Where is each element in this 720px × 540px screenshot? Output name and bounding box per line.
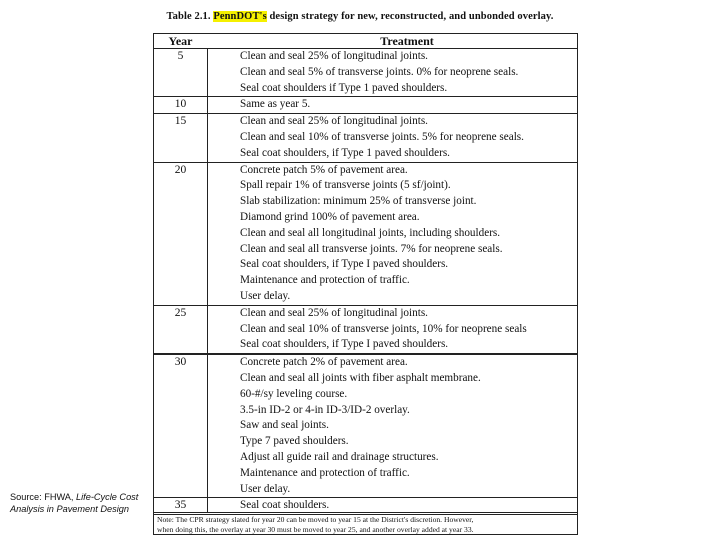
table-row-group [154, 114, 577, 162]
year-cell: 20 [174, 163, 187, 176]
note-line: Note: The CPR strategy slated for year 20 can be moved to year 15 at the District's discretion. However, [157, 515, 474, 524]
treatment-item: Clean and seal all transverse joints. 7% for neoprene seals. [240, 242, 503, 255]
treatment-cell [240, 49, 577, 96]
source-prefix: Source: FHWA, [10, 492, 77, 502]
table-row-group [154, 163, 577, 306]
treatment-item: Same as year 5. [240, 98, 311, 111]
table-row-group [154, 49, 577, 97]
treatment-item: Saw and seal joints. [240, 419, 329, 432]
treatment-item: Concrete patch 2% of pavement area. [240, 356, 408, 369]
treatment-item: 60-#/sy leveling course. [240, 387, 348, 400]
treatment-item: Clean and seal 25% of longitudinal joints. [240, 50, 428, 62]
treatment-item: Maintenance and protection of traffic. [240, 274, 410, 287]
year-cell: 15 [174, 115, 187, 128]
caption-highlight: PennDOT's [213, 11, 267, 22]
treatment-item: Clean and seal all joints with fiber asphalt membrane. [240, 371, 481, 384]
caption-prefix: Table 2.1. [166, 11, 214, 22]
treatment-cell [240, 306, 577, 353]
year-cell: 10 [174, 98, 187, 111]
treatment-item: Seal coat shoulders, if Type 1 paved shoulders. [240, 146, 450, 159]
treatment-item: Diamond grind 100% of pavement area. [240, 210, 420, 223]
table-note [154, 512, 577, 534]
treatment-item: Adjust all guide rail and drainage structures. [240, 450, 439, 463]
year-cell: 35 [174, 499, 187, 512]
year-cell: 25 [174, 306, 187, 319]
year-cell: 30 [174, 356, 187, 369]
table-row-group [154, 355, 577, 498]
treatment-item: Maintenance and protection of traffic. [240, 466, 410, 479]
treatment-item: Clean and seal 25% of longitudinal joints. [240, 115, 428, 128]
table-body [154, 49, 577, 515]
treatment-item: Clean and seal 10% of transverse joints. 5% for neoprene seals. [240, 130, 524, 143]
note-line: when doing this, the overlay at year 30 must be moved to year 25, and another overlay added at year 33. [157, 524, 474, 534]
treatment-column-header: Treatment [380, 34, 434, 48]
source-title: Life-Cycle Cost Analysis in Pavement Design [10, 492, 139, 515]
treatment-item: Seal coat shoulders, if Type I paved shoulders. [240, 258, 449, 271]
treatment-cell [240, 163, 577, 305]
treatment-item: User delay. [240, 289, 291, 302]
treatment-item: Clean and seal 10% of transverse joints, 10% for neoprene seals [240, 322, 527, 335]
treatment-item: Clean and seal 5% of transverse joints. 0% for neoprene seals. [240, 65, 519, 78]
caption-suffix: design strategy for new, reconstructed, and unbonded overlay. [266, 11, 554, 22]
treatment-item: Spall repair 1% of transverse joints (5 sf/joint). [240, 179, 451, 192]
treatment-item: Seal coat shoulders, if Type I paved shoulders. [240, 338, 449, 351]
treatment-table [153, 33, 578, 535]
table-row-group [154, 97, 577, 114]
treatment-item: Type 7 paved shoulders. [240, 435, 349, 448]
treatment-item: User delay. [240, 482, 291, 495]
treatment-item: Seal coat shoulders. [240, 499, 330, 512]
treatment-item: Seal coat shoulders if Type 1 paved shoulders. [240, 81, 448, 94]
table-header [154, 34, 577, 49]
table-caption [0, 11, 720, 22]
treatment-item: Clean and seal 25% of longitudinal joints. [240, 306, 428, 319]
table-row-group [154, 306, 577, 355]
treatment-item: Slab stabilization: minimum 25% of transverse joint. [240, 195, 477, 208]
treatment-cell [240, 114, 577, 161]
year-cell: 5 [177, 50, 184, 62]
treatment-item: Concrete patch 5% of pavement area. [240, 163, 408, 176]
source-citation [10, 491, 155, 516]
year-column-header: Year [168, 34, 193, 48]
treatment-cell [240, 355, 577, 497]
treatment-cell [240, 97, 577, 113]
treatment-item: Clean and seal all longitudinal joints, including shoulders. [240, 226, 501, 239]
treatment-item: 3.5-in ID-2 or 4-in ID-3/ID-2 overlay. [240, 403, 410, 416]
